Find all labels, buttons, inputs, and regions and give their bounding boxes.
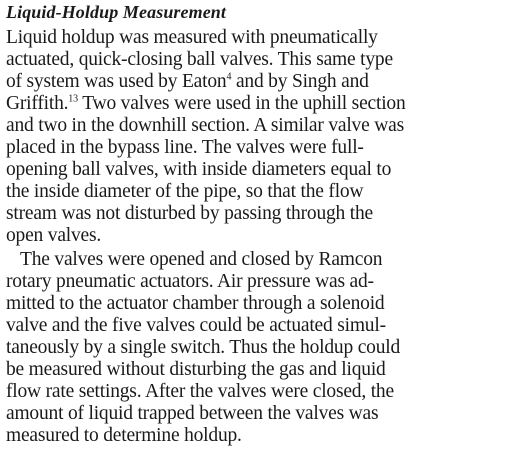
- paragraph-2-line: [20, 249, 382, 271]
- line-text: open valves.: [6, 225, 102, 246]
- reference-superscript: 13: [68, 93, 78, 105]
- line-text: Two valves were used in the uphill section: [77, 93, 406, 114]
- line-text: opening ball valves, with inside diameters equal to: [6, 159, 392, 180]
- line-text: actuated, quick-closing ball valves. This same type: [6, 49, 393, 70]
- paragraph-1-line: [6, 93, 406, 115]
- line-text: and two in the downhill section. A similar valve was: [6, 115, 404, 136]
- paragraph-1-line: [6, 225, 101, 247]
- paragraph-1-line: [6, 159, 391, 181]
- line-text: stream was not disturbed by passing through the: [6, 203, 374, 224]
- line-text: taneously by a single switch. Thus the holdup could: [6, 337, 401, 358]
- paragraph-1-line: [6, 49, 393, 71]
- line-text: measured to determine holdup.: [6, 425, 242, 446]
- line-text: the inside diameter of the pipe, so that the flow: [6, 181, 364, 202]
- paragraph-1-line: [6, 203, 373, 225]
- line-text: flow rate settings. After the valves were closed, the: [6, 381, 394, 402]
- paragraph-1-line: [6, 137, 364, 159]
- paragraph-2-line: [6, 403, 378, 425]
- line-text: Liquid holdup was measured with pneumatically: [6, 27, 378, 48]
- line-text: placed in the bypass line. The valves were full-: [6, 137, 364, 158]
- reference-superscript: 4: [226, 71, 232, 83]
- line-text: of system was used by Eaton: [6, 71, 227, 92]
- paragraph-1-line: [6, 181, 363, 203]
- paragraph-2-line: [6, 337, 400, 359]
- section-heading: Liquid-Holdup Measurement: [6, 2, 227, 22]
- paragraph-2-line: [6, 315, 386, 337]
- paragraph-2-line: [6, 381, 394, 403]
- line-text: be measured without disturbing the gas and liquid: [6, 359, 386, 380]
- line-text: valve and the five valves could be actuated simul-: [6, 315, 386, 336]
- paragraph-2-line: [6, 271, 374, 293]
- paragraph-1-line: [6, 115, 404, 137]
- line-text: The valves were opened and closed by Ramcon: [20, 249, 383, 270]
- paragraph-2-line: [6, 425, 242, 447]
- line-text: amount of liquid trapped between the valves was: [6, 403, 379, 424]
- line-text: mitted to the actuator chamber through a solenoid: [6, 293, 385, 314]
- line-text: rotary pneumatic actuators. Air pressure was ad-: [6, 271, 374, 292]
- paragraph-2-line: [6, 359, 386, 381]
- paragraph-1-line: [6, 27, 378, 49]
- paragraph-2-line: [6, 293, 384, 315]
- line-text: and by Singh and: [231, 71, 369, 92]
- line-text: Griffith.: [6, 93, 69, 114]
- paragraph-1-line: [6, 71, 369, 93]
